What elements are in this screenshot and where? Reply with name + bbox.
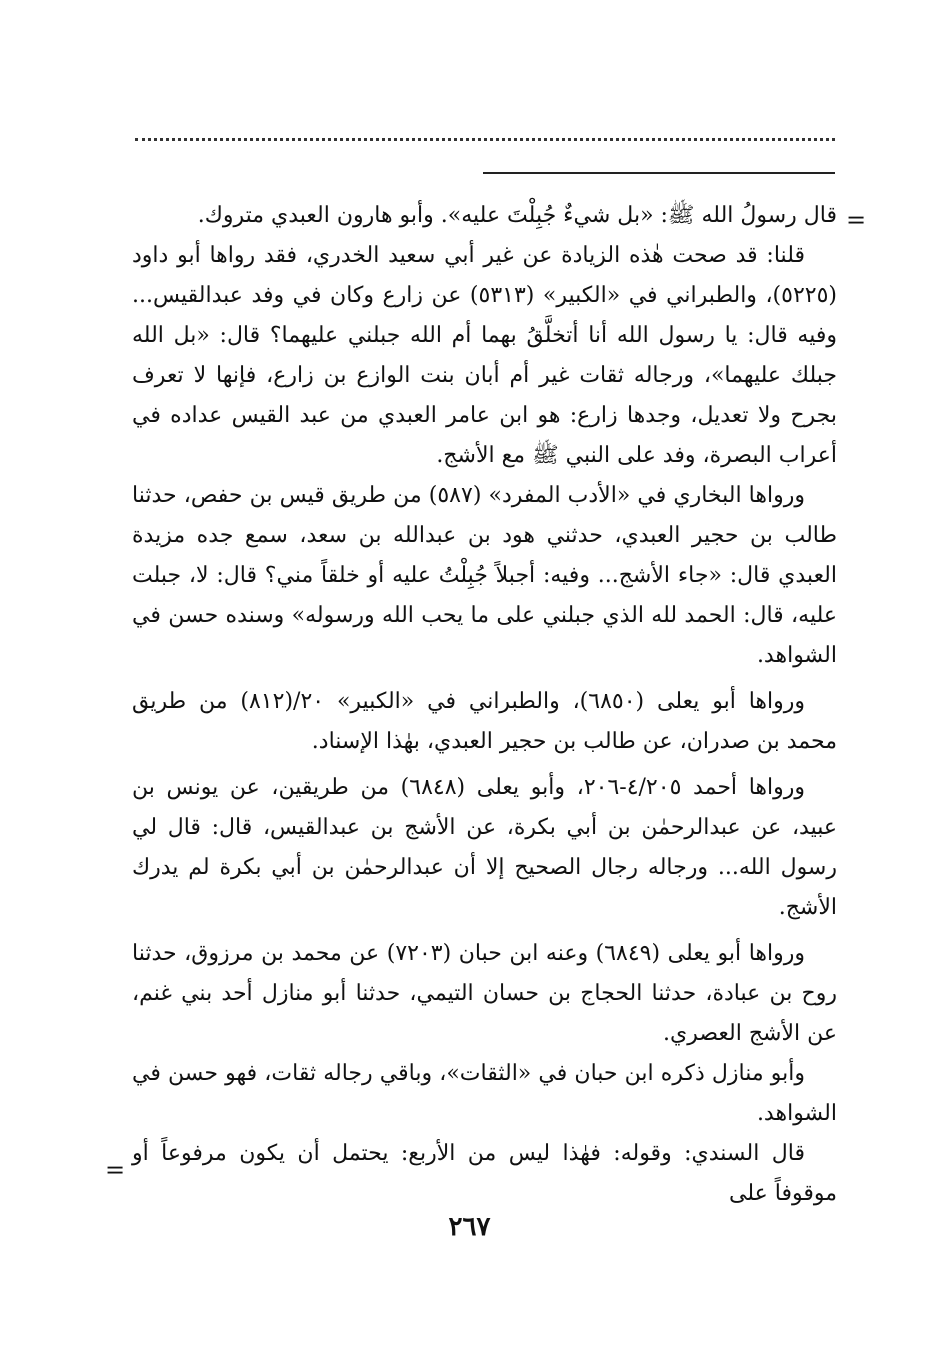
paragraph-6: ورواها أبو يعلى (٦٨٤٩) وعنه ابن حبان (٧٢٠٣) عن محمد بن مرزوق، حدثنا روح بن عبادة، حدثنا الحجاج بن حسان التيمي، حدثنا أبو منازل أحد بني غنم، عن الأشج العصري. — [132, 941, 837, 1046]
footnote-rule — [483, 172, 835, 174]
continuation-mark-end: = — [105, 1156, 126, 1184]
paragraph-1: قال رسولُ الله ﷺ: «بل شيءٌ جُبِلْتَ عليه». وأبو هارون العبدي متروك. — [197, 203, 837, 228]
paragraph-2: قلنا: قد صحت هٰذه الزيادة عن غير أبي سعيد الخدري، فقد رواها أبو داود (٥٢٢٥)، والطبراني في «الكبير» (٥٣١٣) عن زارع وكان في وفد عبدالقيس... وفيه قال: يا رسول الله أنا أتخلَّقُ بهما أم الله جبلني عليهما؟ قال: «بل الله جبلك عليهما»، ورجاله ثقات غير أم أبان بنت الوازع بن زارع، فإنها لا تعرف بجرح ولا تعديل، وجدها زارع: هو ابن عامر العبدي من عبد القيس عداده في أعراب البصرة، وفد على النبي ﷺ مع الأشج. — [132, 243, 837, 468]
paragraph-7: وأبو منازل ذكره ابن حبان في «الثقات»، وباقي رجاله ثقات، فهو حسن في الشواهد. — [132, 1061, 837, 1126]
footnote-text — [132, 196, 837, 1214]
paragraph-3: ورواها البخاري في «الأدب المفرد» (٥٨٧) من طريق قيس بن حفص، حدثنا طالب بن حجير العبدي، حدثني هود بن عبدالله بن سعد، سمع جده مزيدة العبدي قال: «جاء الأشج... وفيه: أجبلاً جُبِلْتُ عليه أو خلقاً مني؟ قال: لا، جبلت عليه، قال: الحمد لله الذي جبلني على ما يحب الله ورسوله» وسنده حسن في الشواهد. — [132, 483, 837, 668]
paragraph-5: ورواها أحمد ٤/٢٠٥-٢٠٦، وأبو يعلى (٦٨٤٨) من طريقين، عن يونس بن عبيد، عن عبدالرحمٰن بن أبي بكرة، عن الأشج بن عبدالقيس، قال: قال لي رسول الله... ورجاله رجال الصحيح إلا أن عبدالرحمٰن بن أبي بكرة لم يدرك الأشج. — [132, 775, 837, 920]
paragraph-4: ورواها أبو يعلى (٦٨٥٠)، والطبراني في «الكبير» ٢٠/(٨١٢) من طريق محمد بن صدران، عن طالب بن حجير العبدي، بهٰذا الإسناد. — [132, 689, 837, 754]
page-number: ٢٦٧ — [448, 1212, 491, 1242]
continuation-mark-start: = — [846, 206, 867, 234]
paragraph-8: قال السندي: وقوله: فهٰذا ليس من الأربع: يحتمل أن يكون مرفوعاً أو موقوفاً على — [132, 1141, 837, 1206]
dotted-separator — [135, 138, 835, 147]
